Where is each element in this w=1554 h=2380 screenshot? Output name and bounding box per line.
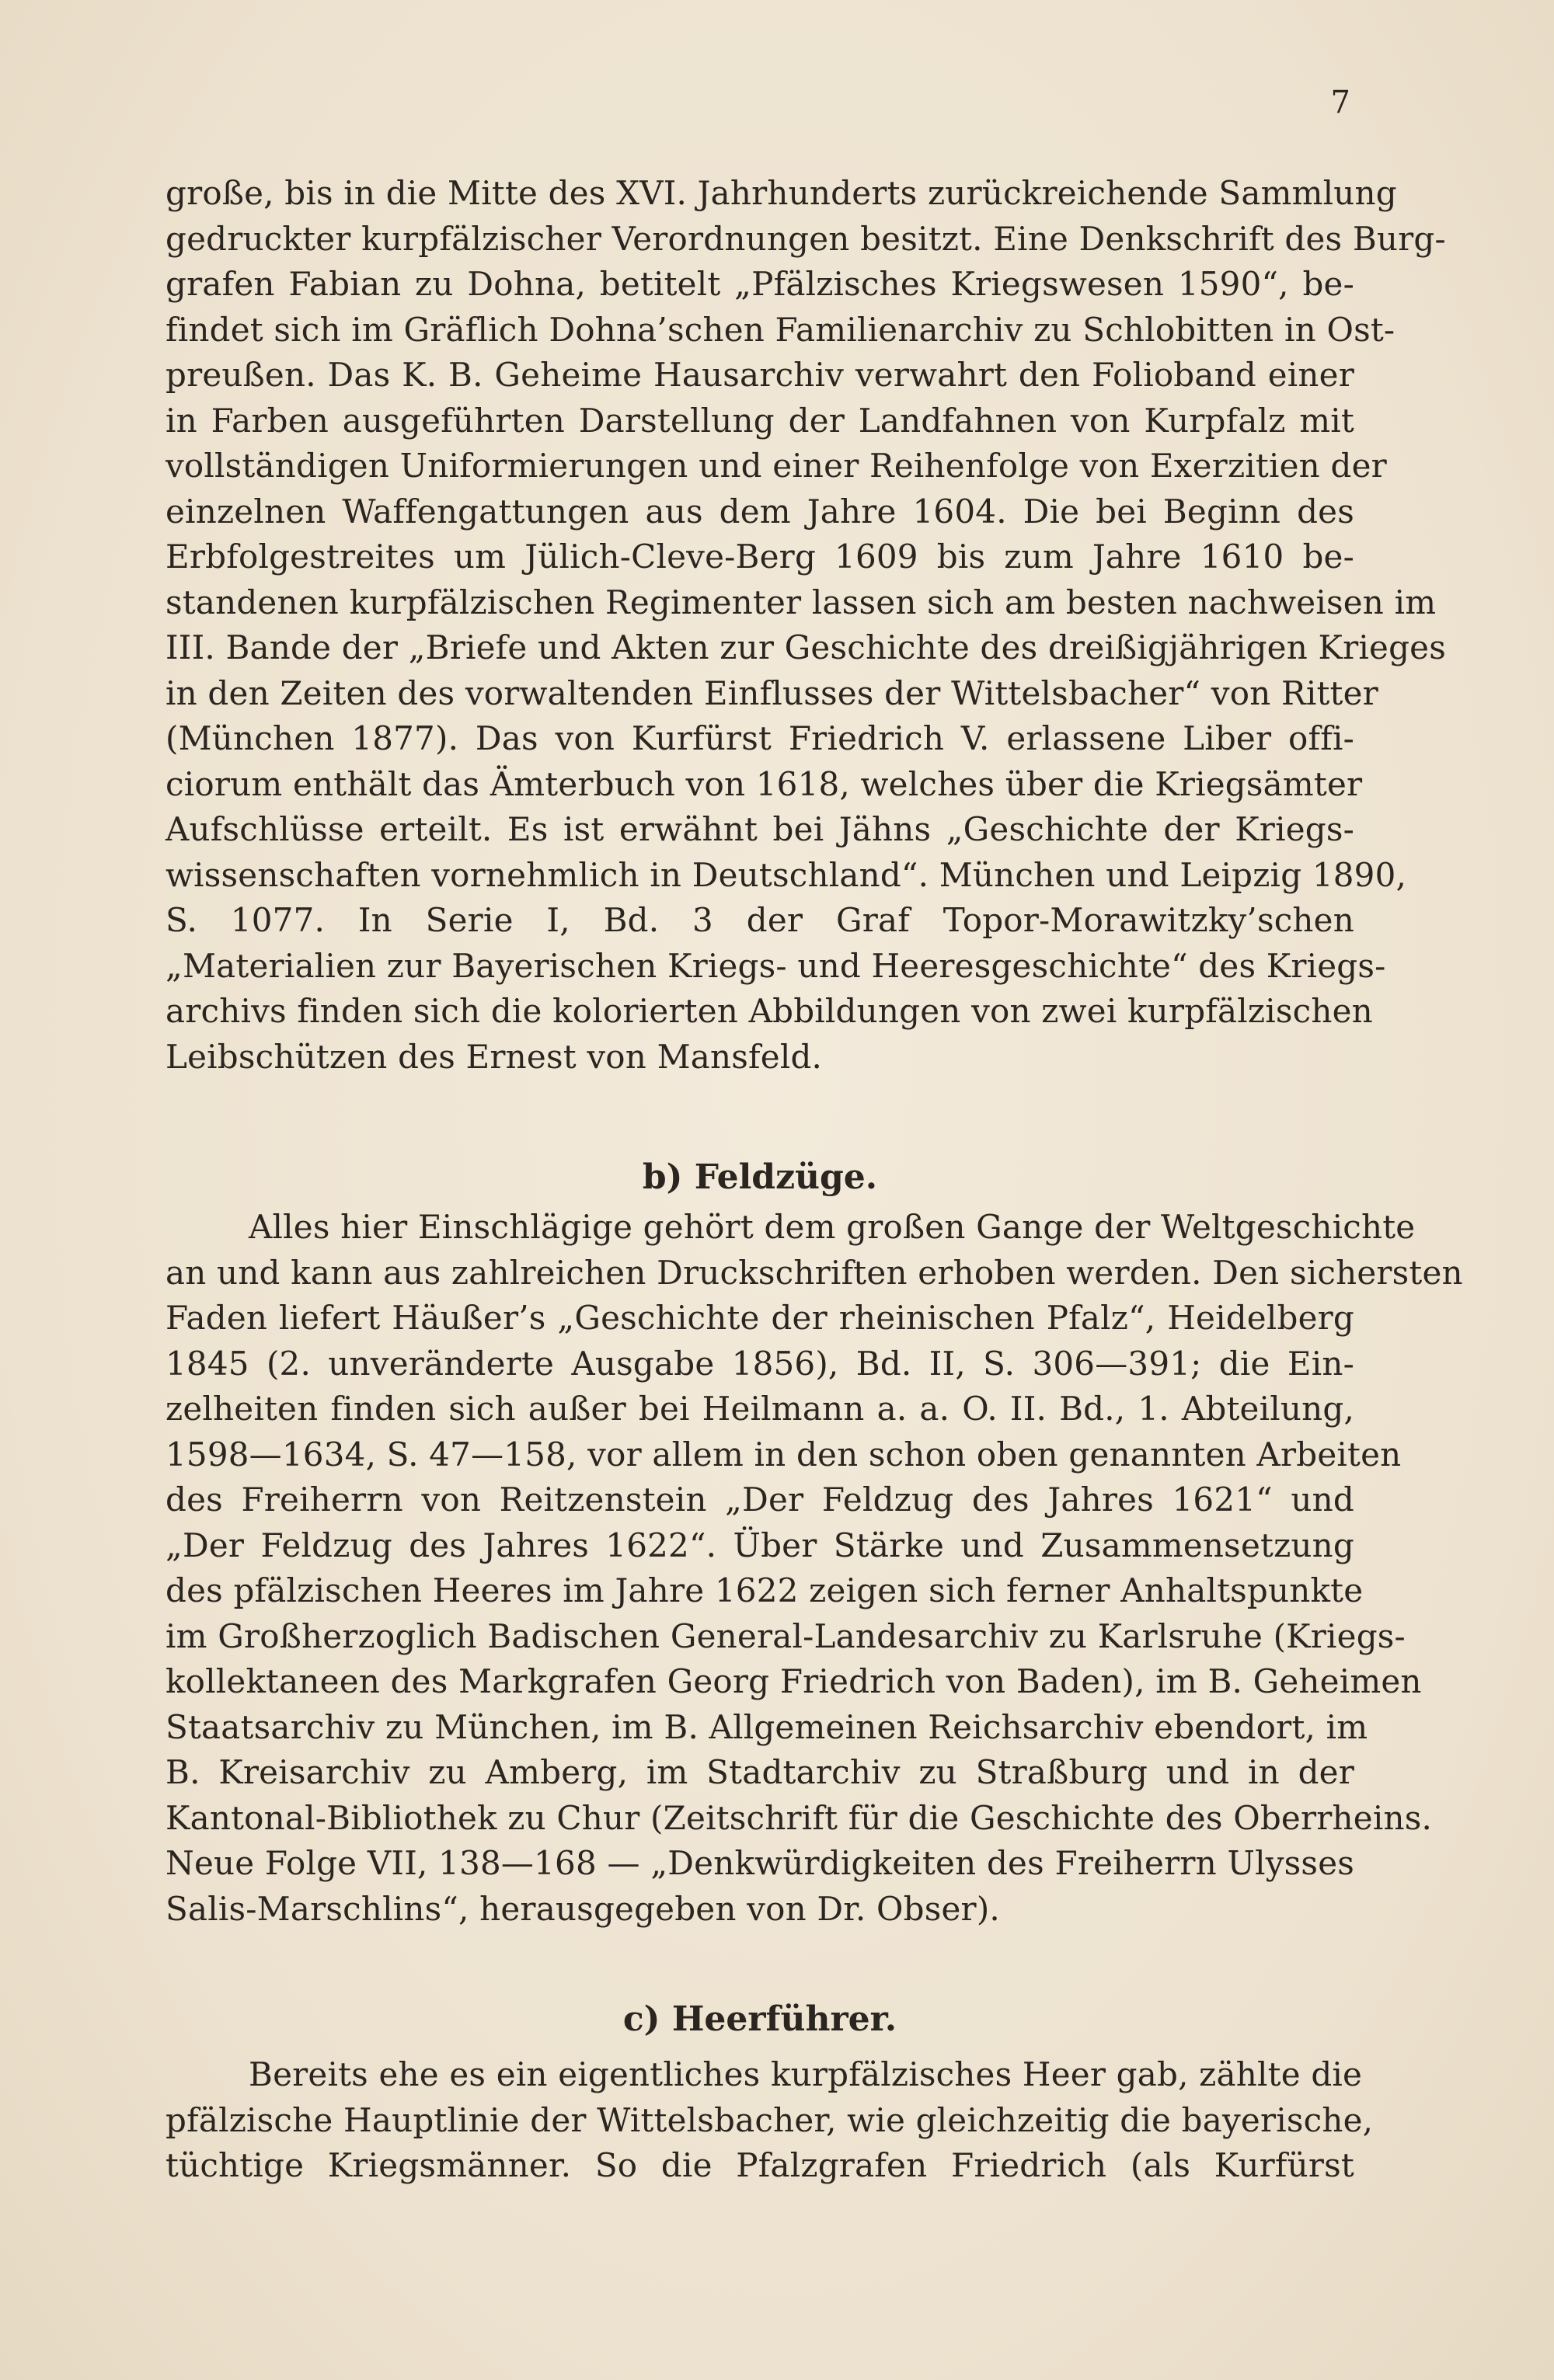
section-heading-feldzuege: b) Feldzüge. bbox=[642, 1157, 878, 1197]
paragraph-feldzuege bbox=[166, 1205, 1463, 1932]
text-line: Aufschlüsse erteilt. Es ist erwähnt bei Jähns „Geschichte der Kriegs- bbox=[166, 810, 1354, 848]
text-line: pfälzische Hauptlinie der Wittelsbacher, wie gleichzeitig die bayerische, bbox=[166, 2100, 1374, 2139]
text-line: an und kann aus zahlreichen Druckschriften erhoben werden. Den sichersten bbox=[166, 1253, 1463, 1292]
text-line: 1598—1634, S. 47—158, vor allem in den schon oben genannten Arbeiten bbox=[166, 1435, 1402, 1474]
text-line: Leibschützen des Ernest von Mansfeld. bbox=[166, 1037, 823, 1076]
text-line: tüchtige Kriegsmänner. So die Pfalzgrafen Friedrich (als Kurfürst bbox=[166, 2146, 1354, 2184]
text-line: Salis-Marschlins“, herausgegeben von Dr. Obser). bbox=[166, 1889, 1000, 1928]
text-line: S. 1077. In Serie I, Bd. 3 der Graf Topor-Morawitzky’schen bbox=[166, 901, 1354, 939]
text-line: (München 1877). Das von Kurfürst Friedrich V. erlassene Liber offi- bbox=[166, 719, 1354, 757]
text-line: Kantonal-Bibliothek zu Chur (Zeitschrift für die Geschichte des Oberrheins. bbox=[166, 1798, 1433, 1837]
text-line: wissenschaften vornehmlich in Deutschland“. München und Leipzig 1890, bbox=[166, 855, 1407, 894]
text-line: in den Zeiten des vorwaltenden Einflusses der Wittelsbacher“ von Ritter bbox=[166, 673, 1378, 712]
text-line: „Der Feldzug des Jahres 1622“. Über Stärke und Zusammensetzung bbox=[166, 1526, 1354, 1564]
text-line: vollständigen Uniformierungen und einer Reihenfolge von Exerzitien der bbox=[166, 447, 1387, 485]
text-line: standenen kurpfälzischen Regimenter lassen sich am besten nachweisen im bbox=[166, 583, 1437, 621]
paragraph-archives bbox=[166, 171, 1446, 1080]
text-line: in Farben ausgeführten Darstellung der Landfahnen von Kurpfalz mit bbox=[166, 401, 1354, 440]
text-line: Faden liefert Häußer’s „Geschichte der rheinischen Pfalz“, Heidelberg bbox=[166, 1299, 1354, 1337]
text-line: gedruckter kurpfälzischer Verordnungen besitzt. Eine Denkschrift des Burg- bbox=[166, 219, 1446, 258]
text-line: einzelnen Waffengattungen aus dem Jahre 1604. Die bei Beginn des bbox=[166, 492, 1354, 531]
text-line: Bereits ehe es ein eigentliches kurpfälzisches Heer gab, zählte die bbox=[249, 2055, 1363, 2093]
text-line: III. Bande der „Briefe und Akten zur Geschichte des dreißigjährigen Krieges bbox=[166, 628, 1446, 666]
text-line: im Großherzoglich Badischen General-Landesarchiv zu Karlsruhe (Kriegs- bbox=[166, 1616, 1406, 1655]
text-line: zelheiten finden sich außer bei Heilmann a. a. O. II. Bd., 1. Abteilung, bbox=[166, 1390, 1354, 1428]
text-line: des pfälzischen Heeres im Jahre 1622 zeigen sich ferner Anhaltspunkte bbox=[166, 1571, 1364, 1609]
text-line: preußen. Das K. B. Geheime Hausarchiv verwahrt den Folioband einer bbox=[166, 356, 1354, 394]
text-line: findet sich im Gräflich Dohna’schen Familienarchiv zu Schlobitten in Ost- bbox=[166, 310, 1395, 349]
text-line: Staatsarchiv zu München, im B. Allgemeinen Reichsarchiv ebendort, im bbox=[166, 1707, 1368, 1746]
text-line: B. Kreisarchiv zu Amberg, im Stadtarchiv zu Straßburg und in der bbox=[166, 1753, 1354, 1791]
text-line: kollektaneen des Markgrafen Georg Friedrich von Baden), im B. Geheimen bbox=[166, 1662, 1422, 1700]
text-line: „Materialien zur Bayerischen Kriegs- und Heeresgeschichte“ des Kriegs- bbox=[166, 946, 1386, 985]
text-line: grafen Fabian zu Dohna, betitelt „Pfälzisches Kriegswesen 1590“, be- bbox=[166, 265, 1354, 303]
text-line: große, bis in die Mitte des XVI. Jahrhunderts zurückreichende Sammlung bbox=[166, 174, 1397, 212]
section-heading-heerfuehrer: c) Heerführer. bbox=[622, 1999, 897, 2039]
text-line: 1845 (2. unveränderte Ausgabe 1856), Bd. II, S. 306—391; die Ein- bbox=[166, 1344, 1354, 1383]
text-line: archivs finden sich die kolorierten Abbildungen von zwei kurpfälzischen bbox=[166, 992, 1373, 1030]
paragraph-heerfuehrer bbox=[166, 2052, 1374, 2189]
page-number: 7 bbox=[1330, 85, 1350, 120]
text-line: ciorum enthält das Ämterbuch von 1618, welches über die Kriegsämter bbox=[166, 764, 1363, 803]
text-line: Erbfolgestreites um Jülich-Cleve-Berg 1609 bis zum Jahre 1610 be- bbox=[166, 538, 1354, 576]
text-line: des Freiherrn von Reitzenstein „Der Feldzug des Jahres 1621“ und bbox=[166, 1481, 1354, 1519]
text-line: Alles hier Einschlägige gehört dem großen Gange der Weltgeschichte bbox=[249, 1208, 1416, 1246]
text-line: Neue Folge VII, 138—168 — „Denkwürdigkeiten des Freiherrn Ulysses bbox=[166, 1844, 1354, 1882]
